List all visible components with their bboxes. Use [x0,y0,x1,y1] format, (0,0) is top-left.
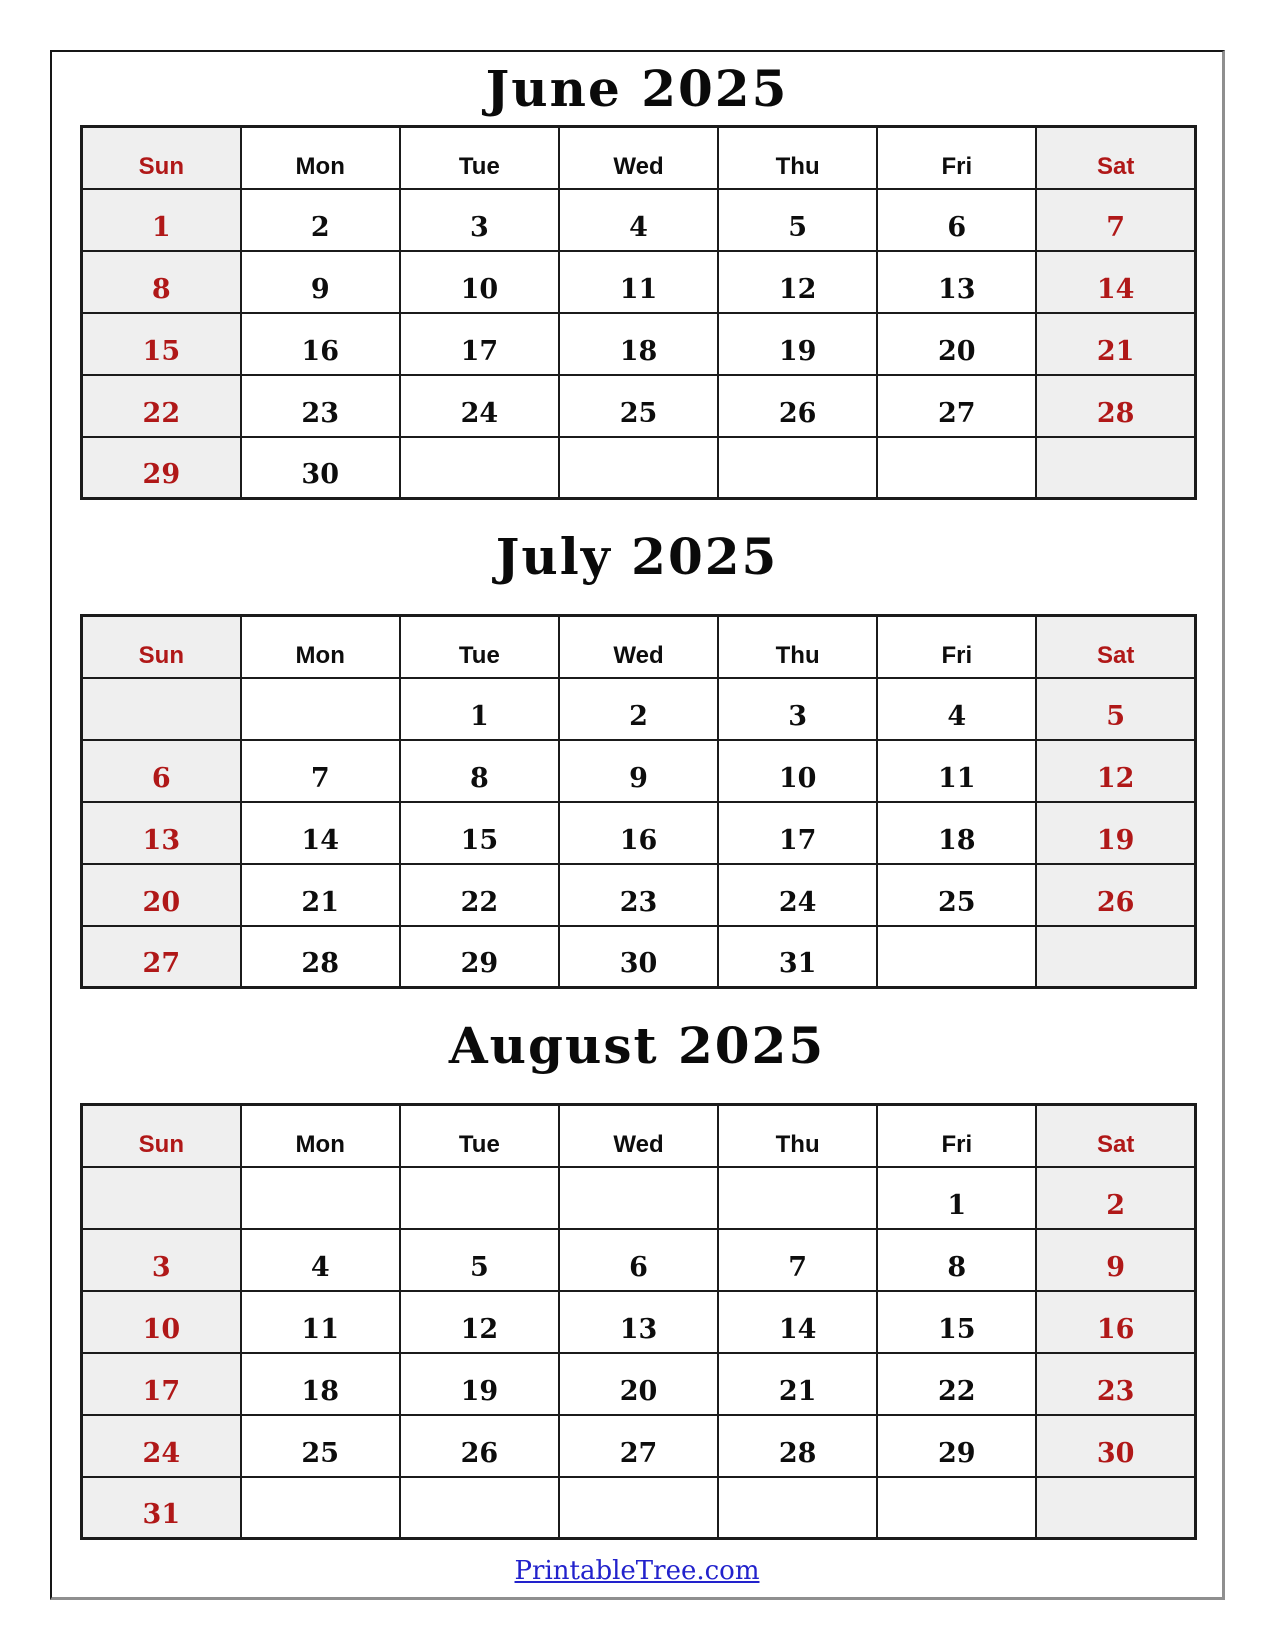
day-cell-18: 18 [559,313,718,375]
day-cell-28: 28 [241,926,400,988]
day-cell-empty [400,1167,559,1229]
weekday-header-sun: Sun [82,616,241,678]
day-cell-28: 28 [718,1415,877,1477]
day-cell-24: 24 [82,1415,241,1477]
day-cell-17: 17 [718,802,877,864]
day-cell-12: 12 [718,251,877,313]
day-cell-22: 22 [877,1353,1036,1415]
day-cell-14: 14 [1036,251,1195,313]
day-cell-21: 21 [1036,313,1195,375]
day-cell-4: 4 [559,189,718,251]
day-cell-10: 10 [400,251,559,313]
weekday-header-tue: Tue [400,127,559,189]
day-cell-10: 10 [82,1291,241,1353]
day-cell-16: 16 [241,313,400,375]
day-cell-26: 26 [718,375,877,437]
weekday-header-thu: Thu [718,1105,877,1167]
day-cell-8: 8 [400,740,559,802]
day-cell-14: 14 [241,802,400,864]
printable-page [50,50,1225,1600]
day-cell-15: 15 [400,802,559,864]
week-row [82,437,1196,499]
weekday-header-fri: Fri [877,616,1036,678]
day-cell-10: 10 [718,740,877,802]
day-cell-empty [1036,437,1195,499]
day-cell-11: 11 [877,740,1036,802]
weekday-header-row [82,1105,1196,1167]
day-cell-24: 24 [400,375,559,437]
day-cell-14: 14 [718,1291,877,1353]
day-cell-15: 15 [82,313,241,375]
day-cell-25: 25 [241,1415,400,1477]
day-cell-27: 27 [82,926,241,988]
day-cell-22: 22 [400,864,559,926]
week-row [82,926,1196,988]
day-cell-6: 6 [82,740,241,802]
day-cell-19: 19 [1036,802,1195,864]
week-row [82,251,1196,313]
day-cell-24: 24 [718,864,877,926]
day-cell-21: 21 [718,1353,877,1415]
day-cell-29: 29 [877,1415,1036,1477]
weekday-header-row [82,127,1196,189]
day-cell-23: 23 [559,864,718,926]
day-cell-13: 13 [559,1291,718,1353]
weekday-header-mon: Mon [241,127,400,189]
day-cell-8: 8 [877,1229,1036,1291]
day-cell-4: 4 [877,678,1036,740]
day-cell-empty [241,1167,400,1229]
weekday-header-mon: Mon [241,616,400,678]
week-row [82,375,1196,437]
weekday-header-sat: Sat [1036,1105,1195,1167]
day-cell-3: 3 [82,1229,241,1291]
month-title-june: June 2025 [485,59,789,118]
day-cell-empty [1036,926,1195,988]
day-cell-20: 20 [82,864,241,926]
weekday-header-sat: Sat [1036,616,1195,678]
day-cell-6: 6 [559,1229,718,1291]
day-cell-13: 13 [877,251,1036,313]
weekday-header-tue: Tue [400,616,559,678]
day-cell-30: 30 [1036,1415,1195,1477]
day-cell-empty [877,1477,1036,1539]
day-cell-26: 26 [400,1415,559,1477]
calendar-grid-august [80,1103,1197,1540]
day-cell-31: 31 [82,1477,241,1539]
day-cell-18: 18 [241,1353,400,1415]
calendar-grid-june [80,125,1197,500]
weekday-header-sun: Sun [82,1105,241,1167]
day-cell-9: 9 [241,251,400,313]
day-cell-4: 4 [241,1229,400,1291]
calendar-grid-july [80,614,1197,989]
day-cell-1: 1 [400,678,559,740]
day-cell-5: 5 [400,1229,559,1291]
month-title-august: August 2025 [448,1016,826,1075]
day-cell-empty [241,1477,400,1539]
day-cell-5: 5 [1036,678,1195,740]
weekday-header-fri: Fri [877,127,1036,189]
day-cell-6: 6 [877,189,1036,251]
day-cell-8: 8 [82,251,241,313]
day-cell-empty [400,1477,559,1539]
day-cell-9: 9 [559,740,718,802]
day-cell-25: 25 [559,375,718,437]
month-section-june [52,52,1222,500]
week-row [82,1167,1196,1229]
week-row [82,1291,1196,1353]
day-cell-7: 7 [1036,189,1195,251]
day-cell-9: 9 [1036,1229,1195,1291]
week-row [82,1415,1196,1477]
day-cell-11: 11 [241,1291,400,1353]
day-cell-5: 5 [718,189,877,251]
day-cell-12: 12 [1036,740,1195,802]
weekday-header-sat: Sat [1036,127,1195,189]
day-cell-26: 26 [1036,864,1195,926]
day-cell-19: 19 [400,1353,559,1415]
weekday-header-row [82,616,1196,678]
day-cell-2: 2 [241,189,400,251]
week-row [82,802,1196,864]
weekday-header-wed: Wed [559,127,718,189]
week-row [82,740,1196,802]
day-cell-17: 17 [400,313,559,375]
day-cell-31: 31 [718,926,877,988]
day-cell-16: 16 [1036,1291,1195,1353]
day-cell-empty [559,1477,718,1539]
day-cell-17: 17 [82,1353,241,1415]
day-cell-30: 30 [241,437,400,499]
day-cell-empty [718,1477,877,1539]
week-row [82,1229,1196,1291]
footer [52,1540,1222,1602]
weekday-header-mon: Mon [241,1105,400,1167]
day-cell-16: 16 [559,802,718,864]
day-cell-20: 20 [877,313,1036,375]
day-cell-23: 23 [241,375,400,437]
week-row [82,313,1196,375]
day-cell-23: 23 [1036,1353,1195,1415]
day-cell-19: 19 [718,313,877,375]
month-section-august [52,989,1222,1540]
day-cell-2: 2 [1036,1167,1195,1229]
day-cell-empty [82,1167,241,1229]
day-cell-25: 25 [877,864,1036,926]
day-cell-7: 7 [718,1229,877,1291]
day-cell-empty [559,437,718,499]
day-cell-29: 29 [82,437,241,499]
weekday-header-wed: Wed [559,1105,718,1167]
footer-link[interactable]: PrintableTree.com [514,1556,760,1586]
day-cell-18: 18 [877,802,1036,864]
day-cell-empty [400,437,559,499]
day-cell-empty [877,926,1036,988]
day-cell-3: 3 [400,189,559,251]
day-cell-empty [1036,1477,1195,1539]
month-section-july [52,500,1222,989]
weekday-header-fri: Fri [877,1105,1036,1167]
day-cell-15: 15 [877,1291,1036,1353]
day-cell-13: 13 [82,802,241,864]
week-row [82,678,1196,740]
day-cell-21: 21 [241,864,400,926]
week-row [82,189,1196,251]
day-cell-empty [82,678,241,740]
day-cell-empty [877,437,1036,499]
day-cell-29: 29 [400,926,559,988]
day-cell-12: 12 [400,1291,559,1353]
day-cell-empty [559,1167,718,1229]
day-cell-2: 2 [559,678,718,740]
day-cell-1: 1 [82,189,241,251]
day-cell-empty [241,678,400,740]
day-cell-27: 27 [877,375,1036,437]
month-title-july: July 2025 [495,527,779,586]
day-cell-3: 3 [718,678,877,740]
day-cell-7: 7 [241,740,400,802]
day-cell-22: 22 [82,375,241,437]
day-cell-empty [718,437,877,499]
day-cell-1: 1 [877,1167,1036,1229]
day-cell-30: 30 [559,926,718,988]
weekday-header-wed: Wed [559,616,718,678]
day-cell-28: 28 [1036,375,1195,437]
weekday-header-tue: Tue [400,1105,559,1167]
weekday-header-sun: Sun [82,127,241,189]
week-row [82,1353,1196,1415]
day-cell-20: 20 [559,1353,718,1415]
week-row [82,864,1196,926]
week-row [82,1477,1196,1539]
weekday-header-thu: Thu [718,616,877,678]
day-cell-27: 27 [559,1415,718,1477]
weekday-header-thu: Thu [718,127,877,189]
day-cell-empty [718,1167,877,1229]
day-cell-11: 11 [559,251,718,313]
